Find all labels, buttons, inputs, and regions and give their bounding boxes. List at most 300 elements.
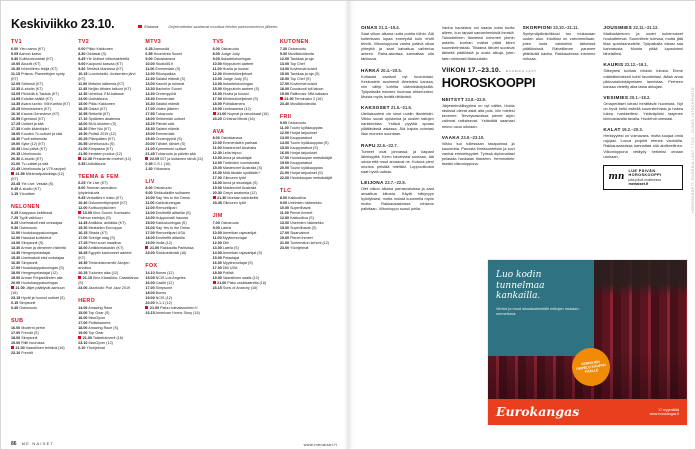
program-time: 12.05 xyxy=(11,81,21,86)
program-time: 9.00 xyxy=(279,200,287,205)
promo-line1: LUE PÄIVÄN xyxy=(628,168,656,173)
channel-block xyxy=(11,318,72,356)
program-time: 14.30 xyxy=(145,91,155,96)
program-time: 23.45 xyxy=(11,181,21,186)
program-time: 7.00 xyxy=(212,220,220,225)
program-item: 13.30 Bachelor Suomi xyxy=(145,86,182,91)
program-time: 10.00 xyxy=(279,205,290,210)
program-item: 20.30 A-studio (KT) xyxy=(11,156,43,161)
zodiac-sign-block xyxy=(442,135,515,166)
program-time: 15.00 xyxy=(279,146,290,150)
program-time: 13.30 xyxy=(11,246,21,250)
program-time: 9.00 xyxy=(212,56,220,61)
program-item: 20.25 Pilanpäiten (KT) xyxy=(78,136,115,141)
program-item: 20.25 Tudorien aika (12) xyxy=(78,271,119,275)
zodiac-sign-block xyxy=(603,127,683,158)
program-item: 16.25 Galaxi (KT) xyxy=(78,106,108,111)
program-time: 12.00 xyxy=(78,206,88,210)
photo-credit: HOROSKOOPIT: EUGENIA LAST / TCA · KUVAT: ISTOCKPHOTO xyxy=(691,87,695,213)
program-time: 11.00 xyxy=(212,146,222,150)
program-time: 13.00 xyxy=(279,61,290,66)
program-item: 15.00 Pikku Kakkonen xyxy=(78,101,115,106)
program-time: 0.45 xyxy=(11,306,19,310)
program-item: 17.10 Sydänten akatemia xyxy=(78,116,121,121)
program-time: 14.00 xyxy=(212,81,222,86)
program-item: 16.10 Kaunis Genevieve (KT) xyxy=(11,111,60,116)
zodiac-sign-dates: 23.8.–22.9. xyxy=(464,97,487,103)
program-item: 9.30 Ostosruutu xyxy=(11,226,38,230)
program-time: 20.30 xyxy=(11,156,21,161)
program-item: 18.00 Simpsonit xyxy=(11,335,38,340)
program-time: 8.00 xyxy=(78,186,86,190)
horoscope-column-b xyxy=(441,25,537,217)
program-item: 16.00 Say Yes to the Dress xyxy=(145,226,190,230)
program-item: 10.00 Studio55.fi xyxy=(145,61,174,66)
zodiac-sign-block xyxy=(603,95,683,121)
program-item: 17.35 Kodin kääntöpiiri xyxy=(11,126,49,131)
program-time: 18.00 xyxy=(11,335,21,340)
ad-brand-strip xyxy=(488,399,687,425)
channel-block xyxy=(213,129,274,207)
program-item: 21.00 Terminator 2 (16) xyxy=(280,97,341,102)
program-time: 18.00 xyxy=(11,131,21,136)
program-item: 23.00 Sinkkuelämää (16) xyxy=(145,251,187,255)
ad-body-text: Verhot ja muut sisustustekstiilit mittojen mukaan ommeltuna. xyxy=(496,305,579,316)
zodiac-sign-name: VAAKA xyxy=(441,134,460,140)
program-time: 8.30 xyxy=(78,51,86,56)
movie-icon xyxy=(78,211,81,214)
program-item: 16.00 Myytinmurtajat (S) xyxy=(212,260,253,265)
day-title: Keskiviikko 23.10. xyxy=(11,17,115,31)
program-item: 9.00 Ostosruutu xyxy=(279,121,307,125)
program-time: 18.00 xyxy=(145,290,155,295)
program-time: 14.00 xyxy=(279,66,290,71)
program-time: 11.45 xyxy=(78,86,88,91)
program-time: 21.55 xyxy=(15,171,25,176)
program-time: 23.10 xyxy=(11,350,21,355)
program-item: 12.00 Kakkudiiva (S) xyxy=(279,215,314,220)
program-item: 12.00 Rikospaikka xyxy=(145,71,176,76)
program-item: 19.00 Lentoasema (12) xyxy=(212,106,251,111)
program-item: 7.00 Ostosruutu xyxy=(212,220,239,225)
program-time: 21.00 xyxy=(11,161,21,166)
program-time: 17.25 xyxy=(11,121,21,126)
program-item: 16.00 Top Chef (S) xyxy=(279,76,311,81)
program-item: 21.45 Urheiluruutu ja V75-ravipeli xyxy=(11,166,66,171)
zodiac-sign-dates: 22.6.–22.7. xyxy=(375,142,398,148)
program-item: 7.30 Ostosruutu xyxy=(279,46,307,51)
program-time: 10.00 xyxy=(145,61,155,66)
program-item: 12.00 Kiinteistöveljekset xyxy=(212,71,253,76)
program-item: 11.00 Myytinmurtajat xyxy=(212,235,247,240)
program-time: 21.15 xyxy=(82,276,92,280)
movie-icon xyxy=(145,246,148,249)
program-time: 17.00 xyxy=(145,285,155,290)
program-time: 10.00 xyxy=(212,230,222,235)
program-time: 19.00 xyxy=(212,275,222,280)
ad-text-panel xyxy=(488,260,594,356)
program-item: 18.00 Amazing Race (S) xyxy=(78,325,119,330)
program-item: 23.20 Criminal Minds (16) xyxy=(212,116,255,121)
program-time: 11.15 xyxy=(11,71,21,76)
program-item: 6.00 Ylen aamu (KT) xyxy=(11,46,45,51)
zodiac-sign-text: Järjestelmällisyytesi on nyt valttia. Hoida rästissä olevat asiat alta pois, niin mielesi kevenee. Terveysasioissa pienet arjen valinnat ratkaisevat. Ystävältä saamasi neuvo osuu oikeaan. xyxy=(441,103,515,129)
program-time: 10.00 xyxy=(212,61,222,66)
program-item: 21.00 Jäljet päättyvät aamuun (16) xyxy=(11,286,65,295)
program-time: 19.30 xyxy=(145,136,155,141)
zodiac-sign-block xyxy=(361,25,434,62)
tv-column xyxy=(145,38,206,430)
program-item: 13.00 Latela (S) xyxy=(212,245,239,250)
program-item: 16.55 Egenland (KT) xyxy=(11,116,46,121)
horoscope-title-block xyxy=(441,66,537,91)
program-item: 8.00 Ostoskanava xyxy=(212,136,243,140)
program-item: 18.00 Kuuden Tv-uutiset ja sää xyxy=(11,131,62,136)
program-item: 18.00 Anna ja sisustajat (S) xyxy=(212,181,258,185)
program-item: 22.05 007 ja kultainen silmä (12) xyxy=(145,157,206,162)
program-time: 20.25 xyxy=(78,136,88,141)
program-item: 11.00 Kakkukuningas xyxy=(145,201,181,205)
week-row xyxy=(441,66,537,74)
program-item: 6.00 Pikku Kakkonen xyxy=(78,46,113,51)
program-time: 7.30 xyxy=(279,46,287,51)
program-time: 16.30 xyxy=(212,171,222,175)
zodiac-sign-header xyxy=(523,25,596,30)
program-item: 22.35 Presidentin miehet (12) xyxy=(78,157,139,162)
program-item: 14.00 Uutisikkuna xyxy=(78,96,108,101)
program-time: 17.55 xyxy=(145,111,155,116)
program-time: 18.00 xyxy=(145,236,155,240)
program-item: 12.30 Salatut elämät (S) xyxy=(145,76,186,81)
horoscope-signs-a xyxy=(361,25,434,211)
program-time: 19.45 xyxy=(11,146,21,151)
program-time: 18.00 xyxy=(279,86,290,91)
program-time: 15.30 xyxy=(11,256,21,260)
tv-column xyxy=(11,38,72,430)
program-time: 10.30 xyxy=(11,66,21,71)
zodiac-sign-header xyxy=(361,25,434,30)
program-item: 11.00 Pienet ihmeet xyxy=(279,210,313,215)
channel-block xyxy=(280,114,341,182)
program-time: 17.25 xyxy=(78,241,88,245)
program-item: 17.00 Frendit (S) xyxy=(11,330,39,335)
channel-header: JIM xyxy=(212,213,223,219)
program-item: 9.00 Ostoskanava xyxy=(145,56,176,61)
movie-icon xyxy=(78,336,81,339)
program-time: 15.00 xyxy=(212,86,222,91)
program-item: 10.15 Luontohetki: Joutsenten järvi (KT) xyxy=(78,71,136,81)
program-time: 20.00 xyxy=(279,166,290,170)
channel-header: AVA xyxy=(212,128,225,135)
ad-offer-badge: VERHOJEN OMPELU KAUPAN PÄÄLLE xyxy=(570,346,613,389)
program-item: 20.00 9-1-1 (12) xyxy=(145,300,172,305)
program-time: 23.00 xyxy=(145,251,155,255)
program-time: 12.00 xyxy=(145,206,155,210)
program-item: 19.00 Syke (12) (KT) xyxy=(11,141,46,146)
program-item: 14.00 Askartelukuningas xyxy=(212,81,253,86)
zodiac-sign-dates: 23.10.–21.11. xyxy=(552,25,579,30)
program-time: 16.30 xyxy=(145,101,155,106)
zodiac-sign-dates: 20.1.–18.2. xyxy=(628,94,651,100)
program-item: 18.45 Egyptin kadonneet aarteet (KT) xyxy=(78,251,132,260)
program-item: 15.30 Mestarien Eurooppa xyxy=(78,226,122,230)
program-item: 19.00 NCIS (12) xyxy=(145,295,173,300)
program-item: 10.00 Akuutti (KT) xyxy=(11,61,41,66)
zodiac-sign-header xyxy=(361,105,434,110)
program-item: 0.35 C.S.I. (16) xyxy=(145,161,171,166)
program-item: 14.00 Tunteiden vuoristorata xyxy=(212,161,260,165)
program-time: 13.00 xyxy=(279,220,290,225)
program-time: 18.00 xyxy=(11,271,21,275)
promo-url: menaiset.fi xyxy=(628,182,649,187)
program-item: 7.25 Tyylit vaihtoon xyxy=(11,216,43,220)
program-item: 12.00 Hauskat kotivideot xyxy=(11,236,52,240)
zodiac-sign-name: SKORPIONI xyxy=(522,25,553,30)
program-time: 19.30 xyxy=(78,131,88,136)
program-item: 23.00 Yöohjelmat xyxy=(279,245,309,250)
program-time: 14.00 xyxy=(78,96,88,101)
program-item: 22.00 Huutokaupan metsästäjät xyxy=(279,176,332,180)
program-item: 15.00 Pelastajat xyxy=(212,255,240,260)
channel-header: SUB xyxy=(11,318,24,324)
program-time: 20.15 xyxy=(11,151,21,156)
ad-headline: Luo kodin tunnelmaa kankailla. xyxy=(496,270,545,301)
program-time: 18.30 xyxy=(78,126,88,131)
program-time: 9.30 xyxy=(78,66,86,71)
zodiac-sign-header xyxy=(442,135,515,140)
zodiac-sign-header xyxy=(442,97,515,102)
program-item: 12.00 Hurjat tarjoukset xyxy=(279,131,317,135)
daily-horoscope-promo xyxy=(603,165,683,191)
program-item: 11.45 Neljän tähden talkoot (KT) xyxy=(78,86,132,91)
program-time: 15.00 xyxy=(279,225,290,230)
week-label: VIIKON 17.–23.10. xyxy=(441,66,501,74)
program-item: 15.00 Kirpputorin aarteet (S) xyxy=(212,86,260,91)
program-time: 10.40 xyxy=(78,201,88,205)
program-item: 15.30 Unelmakoti etsii omistajaa xyxy=(11,256,65,260)
movie-icon xyxy=(145,306,148,309)
zodiac-sign-text: Matkustaminen ja uudet kokemukset houkuttelevat. Suunnittele tulevaa, mutta jätä tilaa spontaaniudelle. Työpaikalla ideasi saa kannatusta. Muista pitää lupauksesi läheisillesi. xyxy=(603,31,683,57)
movie-legend-icon xyxy=(138,25,142,29)
program-time: 15.30 xyxy=(78,226,88,230)
program-time: 15.00 xyxy=(279,71,290,76)
channel-block xyxy=(280,39,341,107)
horoscope-signs-b xyxy=(442,97,515,166)
zodiac-sign-name: OINAS xyxy=(361,25,378,30)
program-item: 15.00 Top Gear (S) xyxy=(78,310,110,315)
program-item: 13.05 Flinkkilä & Tastula (KT) xyxy=(11,91,59,96)
program-time: 18.00 xyxy=(145,116,155,121)
program-time: 9.00 xyxy=(145,191,153,195)
program-item: 15.05 NCIS Los Angeles xyxy=(145,275,186,280)
program-time: 16.25 xyxy=(78,106,88,111)
program-time: 14.35 xyxy=(11,101,21,106)
program-item: 18.30 Puoli seitsemän xyxy=(11,136,48,141)
program-time: 18.00 xyxy=(78,121,88,126)
program-item: 19.00 Top Gear xyxy=(78,330,104,335)
program-time: 23.00 xyxy=(78,286,88,290)
program-item: 10.00 Superlihavat xyxy=(279,205,311,210)
horoscope-signs-d xyxy=(603,25,683,159)
zodiac-sign-text: Uteliaisuutesi vie sinut uusiin tilanteisiin. Viikko suosii opiskelua ja uusien taitojen hankkimista. Ystävä pyytää apuasi yllättävässä asiassa. Älä hajota voimiasi liian moneen suuntaan. xyxy=(361,111,434,137)
program-item: 8.45 Yle Uutiset viittomakielellä xyxy=(78,56,130,61)
promo-line3: joka päivä osoitteessa xyxy=(628,177,661,182)
program-time: 13.00 xyxy=(279,136,290,140)
movie-icon xyxy=(11,172,14,175)
program-item: 18.00 Poliisit xyxy=(212,270,234,275)
channel-header: TV2 xyxy=(78,39,90,45)
program-time: 16.10 xyxy=(11,111,21,116)
program-item: 14.10 Bones (12) xyxy=(145,270,174,275)
program-item: 21.45 Tulosruutu ja päivän sää xyxy=(145,151,196,156)
program-time: 21.50 xyxy=(78,151,88,156)
program-item: 18.25 Päivän sää xyxy=(145,121,174,126)
footer-url: www.menaiset.fi xyxy=(303,442,337,447)
movie-icon xyxy=(213,112,216,115)
program-item: 20.00 Tähdet, tähdet (S) xyxy=(145,141,186,146)
program-time: 9.30 xyxy=(11,226,19,230)
program-item: 1.15 Yöuutiset xyxy=(11,191,35,196)
program-item: 18.00 Bones xyxy=(145,290,167,295)
program-time: 1.30 xyxy=(145,166,153,171)
horoscope-signs-c xyxy=(523,25,596,62)
movie-icon xyxy=(11,346,14,349)
program-time: 6.55 xyxy=(145,51,153,56)
program-item: 21.15 Kino Klassikko: Casablanca (S) xyxy=(78,276,139,285)
program-time: 9.05 xyxy=(11,51,19,56)
program-item: 16.00 Hurjat tarjoukset xyxy=(279,151,317,155)
program-time: 9.30 xyxy=(279,51,287,56)
program-item: 15.00 Masterchef Australia (S) xyxy=(212,166,263,170)
program-time: 9.00 xyxy=(78,61,86,66)
program-time: 12.30 xyxy=(78,91,88,96)
program-time: 0.35 xyxy=(145,161,153,166)
channel-block xyxy=(78,174,139,292)
program-time: 21.30 xyxy=(217,196,227,200)
program-time: 9.00 xyxy=(145,56,153,61)
program-time: 14.00 xyxy=(78,305,88,310)
program-time: 17.00 xyxy=(78,236,88,240)
program-item: 11.00 Huutokauppakuningas xyxy=(11,231,58,235)
program-item: 17.00 Poliisikamera xyxy=(78,320,111,325)
program-time: 21.00 xyxy=(149,305,160,310)
program-time: 19.00 xyxy=(212,106,222,111)
program-time: 19.00 xyxy=(78,330,88,335)
program-time: 16.00 xyxy=(279,76,290,81)
program-time: 15.25 xyxy=(11,106,21,111)
program-item: 0.35 Uutisikkuna xyxy=(78,161,106,166)
promo-text xyxy=(628,169,661,187)
movie-legend xyxy=(138,24,158,29)
program-time: 21.00 xyxy=(149,246,160,250)
program-item: 13.00 Ensitreffit alttarilla (S) xyxy=(145,211,191,215)
program-time: 12.30 xyxy=(212,151,222,155)
program-time: 23.10 xyxy=(78,340,88,345)
program-item: 17.25 Pieni suuri maailma xyxy=(78,241,121,245)
program-time: 19.00 xyxy=(279,91,290,96)
program-item: 23.15 American Horror Story (16) xyxy=(145,310,200,315)
zodiac-sign-header xyxy=(603,95,683,100)
program-time: 15.00 xyxy=(212,255,222,260)
program-time: 19.00 xyxy=(212,186,222,190)
program-item: 23.15 Hyvät ja huonot uutiset (S) xyxy=(11,296,65,300)
tv-column xyxy=(213,38,274,430)
program-time: 8.45 xyxy=(78,56,86,61)
program-time: 13.30 xyxy=(145,86,155,91)
program-time: 8.00 xyxy=(279,195,287,200)
zodiac-sign-name: KAURIS xyxy=(603,62,624,68)
program-item: 21.00 Kimpassa (KT) xyxy=(78,146,113,151)
program-item: 17.00 Kovimmat kuskit xyxy=(279,81,317,86)
program-time: 12.35 xyxy=(11,86,21,91)
program-time: 15.30 xyxy=(145,96,155,101)
program-item: 18.00 Ensitreffit alttarilla xyxy=(145,236,185,240)
zodiac-sign-text: Sitkeytesi tuottaa vihdoin tulosta. Etene määrätietoisesti kohti tavoitettasi, äläkä anna pikkuvastoinkäymisten lannistaa. Perheen kanssa vietetty aika lataa akkujasi. xyxy=(603,68,683,89)
channel-header: FRII xyxy=(279,113,292,120)
program-time: 21.45 xyxy=(11,166,21,171)
zodiac-sign-dates: 23.9.–23.10. xyxy=(459,134,485,140)
program-item: 13.30 Arman ja viimeinen ristiretki xyxy=(11,246,67,250)
tv-column xyxy=(280,38,341,430)
program-item: 19.00 Iholla (12) xyxy=(145,241,173,245)
program-time: 18.00 xyxy=(78,246,88,250)
page-number: 86 xyxy=(11,441,17,447)
program-item: 12.30 Urheilua: EM-katsaus xyxy=(78,91,124,96)
program-item: 14.00 Kovimmat kuskit xyxy=(279,66,317,71)
program-item: 20.15 Urheiluruutu xyxy=(11,151,42,156)
channel-header: TV1 xyxy=(11,39,22,45)
program-time: 11.00 xyxy=(145,201,155,205)
program-time: 20.55 xyxy=(78,141,88,146)
program-time: 14.00 xyxy=(279,141,290,145)
channel-block xyxy=(78,39,139,167)
tv-guide-header xyxy=(11,17,341,31)
zodiac-sign-header xyxy=(361,68,434,73)
program-time: 19.00 xyxy=(11,276,21,280)
horoscope-column-d xyxy=(603,25,683,217)
channel-block xyxy=(145,179,206,257)
program-time: 21.00 xyxy=(279,171,290,175)
program-item: 17.00 Huutokaupan metsästäjät xyxy=(279,156,332,160)
program-time: 19.00 xyxy=(145,131,155,136)
program-item: 21.00 Nopeat ja raivokkaat (16) xyxy=(213,112,274,117)
channel-header: FOX xyxy=(145,263,158,269)
program-item: 20.30 Greyn anatomia (12) xyxy=(212,191,257,195)
channel-block xyxy=(78,298,139,351)
program-item: 16.00 MacGyver xyxy=(78,315,106,320)
movie-icon xyxy=(213,196,216,199)
program-time: 19.00 xyxy=(145,241,155,245)
program-time: 9.00 xyxy=(212,225,220,230)
zodiac-sign-dates: 21.5.–21.6. xyxy=(389,105,412,111)
program-item: 1.30 Yökanava xyxy=(145,166,170,171)
promo-line2: HOROSKOOPPI xyxy=(628,173,662,178)
channel-block xyxy=(280,188,341,251)
program-time: 17.00 xyxy=(78,320,88,325)
program-item: 18.00 Poliisikamera xyxy=(212,101,245,106)
program-time: 19.00 xyxy=(279,161,290,165)
program-time: 20.25 xyxy=(78,271,88,275)
program-item: 14.30 Onnenpyörä xyxy=(145,91,176,96)
movie-icon xyxy=(280,97,283,100)
program-time: 14.00 xyxy=(212,161,222,165)
horoscope-overflow-text: Vanha harrastus voi saada uutta tuulta alleen, kun tapaat samanhenkisiä ihmisiä. Taloudellinen tilanteesi kohenee pienin askelin, kunhan maltat pitää kiinni suunnitelmistasi. Tiistaina tähdet suosivat tärkeitä päätöksiä ja uusia alkuja, joten tartu rohkeasti tilaisuuksiin. xyxy=(441,25,515,61)
program-time: 17.00 xyxy=(145,106,155,111)
program-item: 19.35 Tiededokumentti: Aivojen arvoitus xyxy=(78,261,130,270)
program-time: 13.00 xyxy=(145,211,155,215)
program-time: 21.00 xyxy=(82,335,92,340)
program-item: 10.00 Kirpputorin aarteet xyxy=(212,61,254,66)
